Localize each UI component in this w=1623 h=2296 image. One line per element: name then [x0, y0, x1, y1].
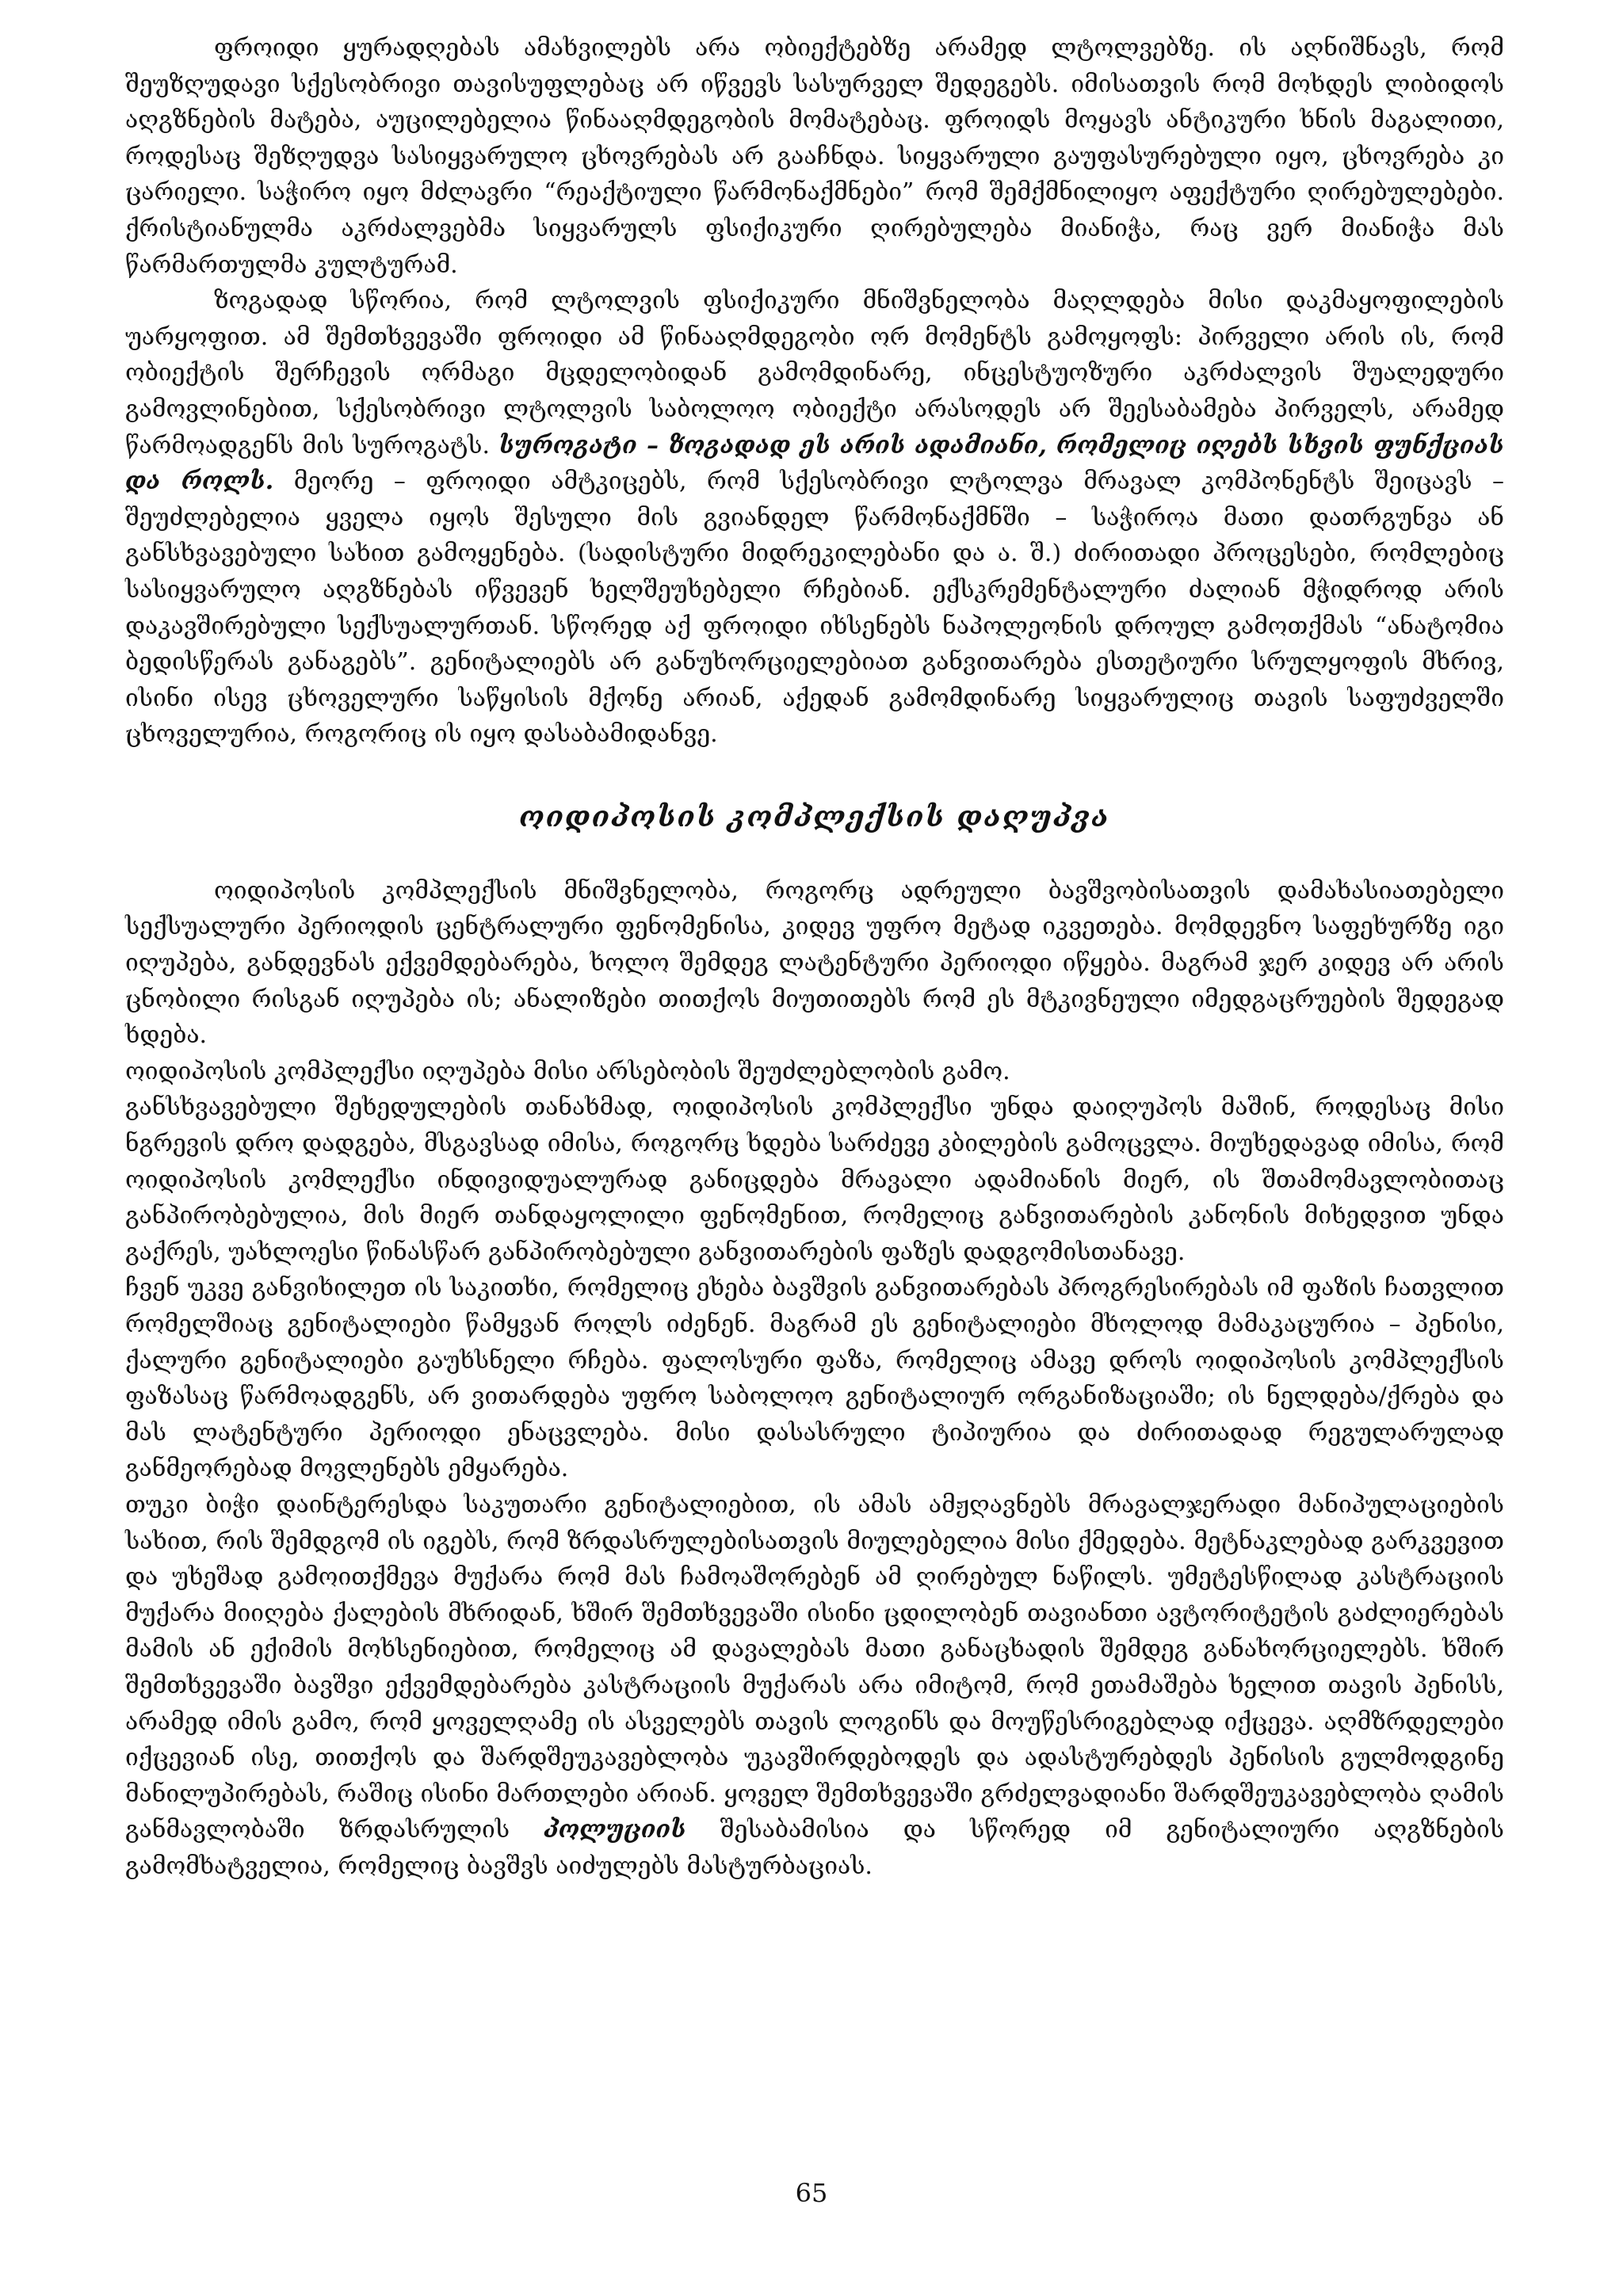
- paragraph-oedipus-alternative-view: განსხვავებული შეხედულების თანახმად, ოიდიპოსის კომპლექსი უნდა დაიღუპოს მაშინ, როდესაც მისი ნგრევის დრო დადგება, მსგავსად იმისა, როგორც ხდება სარძევე კბილების გამოცვლა. მიუხედავად იმისა, რომ ოიდიპოსის კომლექსი ინდივიდუალურად განიცდება მრავალი ადამიანის მიერ, ის შთამომავლობითაც განპირობებულია, მის მიერ თანდაყოლილი ფენომენით, რომელიც განვითარების კანონის მიხედვით უნდა გაქრეს, უახლოესი წინასწარ განპირობებული განვითარების ფაზეს დადგომისთანავე.: [125, 1093, 1504, 1266]
- paragraph-phallic-phase: ჩვენ უკვე განვიხილეთ ის საკითხი, რომელიც ეხება ბავშვის განვითარებას პროგრესირებას იმ ფაზის ჩათვლით რომელშიაც გენიტალიები წამყვან როლს იძენენ. მაგრამ ეს გენიტალიები მხოლოდ მამაკაცურია – პენისი, ქალური გენიტალიები გაუხსნელი რჩება. ფალოსური ფაზა, რომელიც ამავე დროს ოიდიპოსის კომპლექსის ფაზასაც წარმოადგენს, არ ვითარდება უფრო საბოლოო გენიტალიურ ორგანიზაციაში; ის ნელდება/ქრება და მას ლატენტური პერიოდი ენაცვლება. მისი დასასრული ტიპიურია და ძირითადად რეგულარულად განმეორებად მოვლენებს ემყარება.: [125, 1274, 1504, 1483]
- surrogate-definition-emphasis: სუროგატი – ზოგადად ეს არის ადამიანი, რომელიც იღებს სხვის ფუნქციას და როლს.: [125, 431, 1504, 496]
- paragraph-two-text-after: მეორე – ფროიდი ამტკიცებს, რომ სქესობრივი ლტოლვა მრავალ კომპონენტს შეიცავს – შეუძლებელია ყველა იყოს შესული მის გვიანდელ წარმონაქმნში – საჭიროა მათი დათრგუნვა ან განსხვავებული სახით გამოყენება. (სადისტური მიდრეკილებანი და ა. შ.) ძირითადი პროცესები, რომლებიც სასიყვარულო აღგზნებას იწვევენ ხელშეუხებელი რჩებიან. ექსკრემენტალური ძალიან მჭიდროდ არის დაკავშირებული სექსუალურთან. სწორედ აქ ფროიდი იხსენებს ნაპოლეონის დროულ გამოთქმას “ანატომია ბედისწერას განაგებს”. გენიტალიებს არ განუხორციელებიათ განვითარება ესთეტიური სრულყოფის მხრივ, ისინი ისევ ცხოველური საწყისის მქონე არიან, აქედან გამომდინარე სიყვარულიც თავის საფუძველში ცხოველურია, როგორიც ის იყო დასაბამიდანვე.: [125, 467, 1504, 749]
- section-heading: ოიდიპოსის კომპლექსის დაღუპვა: [519, 799, 1110, 833]
- final-paragraph-text-after: შესაბამისია და სწორედ იმ გენიტალიური აღგზნების გამომხატველია, რომელიც ბავშვს აიძულებს მასტურბაციას.: [125, 1816, 1504, 1880]
- paragraph-libido-resistance: ფროიდი ყურადღებას ამახვილებს არა ობიექტებზე არამედ ლტოლვებზე. ის აღნიშნავს, რომ შეუზღუდავი სქესობრივი თავისუფლებაც არ იწვევს სასურველ შედეგებს. იმისათვის რომ მოხდეს ლიბიდოს აღგზნების მატება, აუცილებელია წინააღმდეგობის მომატებაც. ფროიდს მოყავს ანტიკური ხნის მაგალითი, როდესაც შეზღუდვა სასიყვარულო ცხოვრებას არ გააჩნდა. სიყვარული გაუფასურებული იყო, ცხოვრება კი ცარიელი. საჭირო იყო მძლავრი “რეაქტიული წარმონაქმნები” რომ შემქმნილიყო აფექტური ღირებულებები. ქრისტიანულმა აკრძალვებმა სიყვარულს ფსიქიკური ღირებულება მიანიჭა, რაც ვერ მიანიჭა მას წარმართულმა კულტურამ.: [125, 34, 1504, 279]
- paragraph-two-text-before: ზოგადად სწორია, რომ ლტოლვის ფსიქიკური მნიშვნელობა მაღლდება მისი დაკმაყოფილების უარყოფით. ამ შემთხვევაში ფროიდი ამ წინააღმდეგობი ორ მომენტს გამოყოფს: პირველი არის ის, რომ ობიექტის შერჩევის ორმაგი მცდელობიდან გამომდინარე, ინცესტუოზური აკრძალვის შუალედური გამოვლინებით, სქესობრივი ლტოლვის საბოლოო ობიექტი არასოდეს არ შეესაბამება პირველს, არამედ წარმოადგენს მის სუროგატს.: [125, 287, 1504, 460]
- paragraph-surrogate-object: [125, 283, 1504, 753]
- pollution-emphasis: პოლუციის: [544, 1816, 686, 1844]
- final-paragraph-text-before: თუკი ბიჭი დაინტერესდა საკუთარი გენიტალიებით, ის ამას ამჟღავნებს მრავალჯერადი მანიპულაციების სახით, რის შემდგომ ის იგებს, რომ ზრდასრულებისათვის მიულებელია მისი ქმედება. მეტნაკლებად გარკვევით და უხეშად გამოითქმევა მუქარა რომ მას ჩამოაშორებენ ამ ღირებულ ნაწილს. უმეტესწილად კასტრაციის მუქარა მიიღება ქალების მხრიდან, ხშირ შემთხვევაში ისინი ცდილობენ თავიანთი ავტორიტეტის გაძლიერებას მამის ან ექიმის მოხსენიებით, რომელიც ამ დავალებას მათი განაცხადის შემდეგ განახორციელებს. ხშირ შემთხვევაში ბავშვი ექვემდებარება კასტრაციის მუქარას არა იმიტომ, რომ ეთამაშება ხელით თავის პენისს, არამედ იმის გამო, რომ ყოველღამე ის ასველებს თავის ლოგინს და მოუწესრიგებლად იქცევა. აღმზრდელები იქცევიან ისე, თითქოს და შარდშეუკავებლობა უკავშირდებოდეს და ადასტურებდეს პენისის გულმოდგინე მანილუპირებას, რაშიც ისინი მართლები არიან. ყოველ შემთხვევაში გრძელვადიანი შარდშეუკავებლობა ღამის განმავლობაში ზრდასრულის: [125, 1490, 1504, 1844]
- paragraph-castration-threat: [125, 1487, 1504, 1885]
- paragraph-oedipus-significance: ოიდიპოსის კომპლექსის მნიშვნელობა, როგორც ადრეული ბავშვობისათვის დამახასიათებელი სექსუალური პერიოდის ცენტრალური ფენომენისა, კიდევ უფრო მეტად იკვეთება. მომდევნო საფეხურზე იგი იღუპება, განდევნას ექვემდებარება, ხოლო შემდეგ ლატენტური პერიოდი იწყება. მაგრამ ჯერ კიდევ არ არის ცნობილი რისგან იღუპება ის; ანალიზები თითქოს მიუთითებს რომ ეს მტკივნეული იმედგაცრუების შედეგად ხდება.: [125, 876, 1504, 1050]
- document-page: [125, 30, 1504, 1885]
- paragraph-oedipus-impossibility: ოიდიპოსის კომპლექსი იღუპება მისი არსებობის შეუძლებლობის გამო.: [125, 1057, 1010, 1085]
- page-number: 65: [795, 2178, 828, 2208]
